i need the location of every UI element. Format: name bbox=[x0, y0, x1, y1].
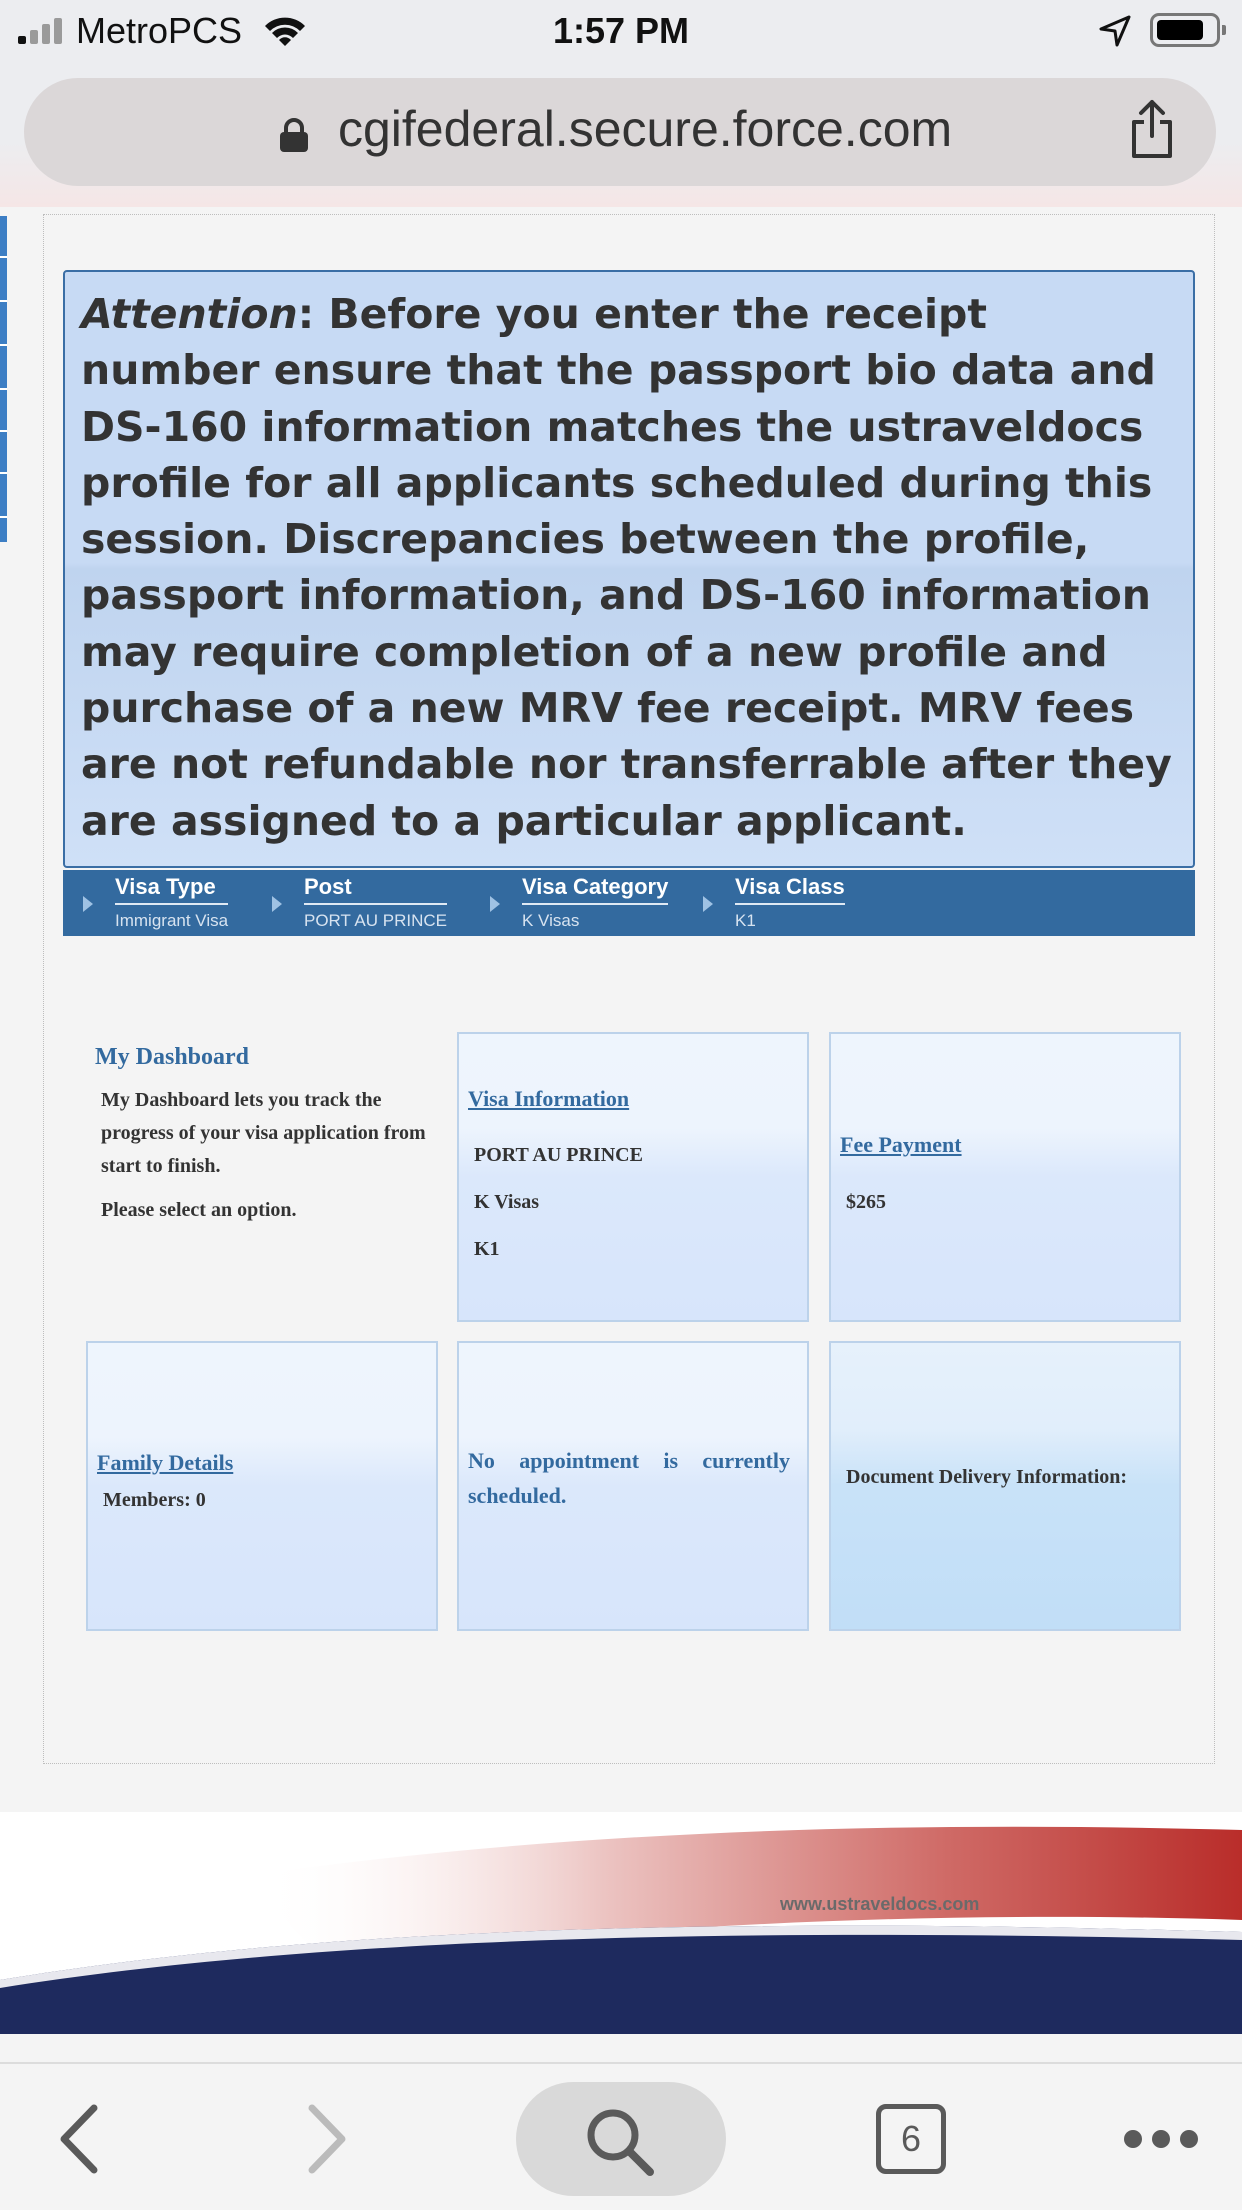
search-button[interactable] bbox=[516, 2082, 726, 2196]
appointment-tile[interactable] bbox=[457, 1341, 809, 1631]
visa-post-value: PORT AU PRINCE bbox=[474, 1144, 643, 1166]
breadcrumb-value: K1 bbox=[735, 911, 756, 930]
family-details-tile[interactable] bbox=[86, 1341, 438, 1631]
breadcrumb-title: Post bbox=[304, 874, 447, 905]
breadcrumb-post[interactable] bbox=[304, 874, 447, 931]
fee-payment-link[interactable]: Fee Payment bbox=[840, 1132, 962, 1157]
breadcrumb-visa-category[interactable] bbox=[522, 874, 668, 931]
breadcrumb-title: Visa Type bbox=[115, 874, 228, 905]
browser-toolbar bbox=[0, 2062, 1242, 2210]
chevron-right-icon bbox=[703, 896, 713, 912]
forward-icon[interactable] bbox=[306, 2104, 350, 2174]
chevron-right-icon bbox=[272, 896, 282, 912]
fee-payment-tile[interactable] bbox=[829, 1032, 1181, 1322]
visa-class-value: K1 bbox=[474, 1238, 500, 1260]
visa-information-tile[interactable] bbox=[457, 1032, 809, 1322]
flag-swoosh-graphic bbox=[0, 1812, 1242, 2034]
family-members-count: Members: 0 bbox=[103, 1489, 206, 1511]
appointment-status[interactable]: No appointment is currently scheduled. bbox=[468, 1448, 790, 1508]
clock: 1:57 PM bbox=[552, 10, 690, 51]
visa-category-value: K Visas bbox=[474, 1191, 540, 1213]
share-icon[interactable] bbox=[1128, 98, 1176, 160]
breadcrumb-visa-class[interactable] bbox=[735, 874, 845, 931]
document-delivery-tile[interactable] bbox=[829, 1341, 1181, 1631]
breadcrumb-value: Immigrant Visa bbox=[115, 911, 229, 930]
breadcrumb-value: PORT AU PRINCE bbox=[304, 911, 447, 930]
dashboard-title: My Dashboard bbox=[95, 1044, 250, 1070]
sidebar-edge[interactable] bbox=[0, 216, 7, 542]
footer-site-link[interactable]: www.ustraveldocs.com bbox=[780, 1894, 980, 1914]
breadcrumb-visa-type[interactable] bbox=[115, 874, 228, 931]
search-icon bbox=[582, 2104, 658, 2180]
lock-icon bbox=[278, 118, 310, 152]
fee-amount: $265 bbox=[846, 1191, 886, 1213]
status-bar bbox=[0, 0, 1242, 62]
dashboard-prompt: Please select an option. bbox=[101, 1199, 297, 1221]
breadcrumb-title: Visa Category bbox=[522, 874, 668, 905]
breadcrumb-value: K Visas bbox=[522, 911, 580, 930]
attention-notice bbox=[63, 270, 1195, 868]
location-arrow-icon bbox=[1098, 14, 1132, 48]
back-icon[interactable] bbox=[56, 2104, 100, 2174]
carrier-name: MetroPCS bbox=[76, 10, 243, 51]
battery-icon bbox=[1150, 13, 1220, 47]
family-details-link[interactable]: Family Details bbox=[97, 1450, 234, 1475]
dashboard-description: My Dashboard lets you track the progress of your visa application from start to finish. bbox=[101, 1089, 426, 1177]
attention-message: : Before you enter the receipt number ensure that the passport bio data and DS-160 information matches the ustraveldocs profile for all applicants scheduled during this session. Discrepancies between the profile, passport information, and DS-160 information may require completion of a new profile and purchase of a new MRV fee receipt. MRV fees are not refundable nor transferrable after they are assigned to a particular applicant. bbox=[81, 290, 1172, 845]
chevron-right-icon bbox=[83, 896, 93, 912]
tabs-button[interactable]: 6 bbox=[876, 2104, 946, 2174]
breadcrumb-title: Visa Class bbox=[735, 874, 845, 905]
document-delivery-label: Document Delivery Information: bbox=[846, 1466, 1128, 1488]
visa-information-link[interactable]: Visa Information bbox=[468, 1086, 630, 1111]
chevron-right-icon bbox=[490, 896, 500, 912]
attention-label: Attention bbox=[81, 290, 298, 338]
footer-banner bbox=[0, 1812, 1242, 2034]
url-text[interactable]: cgifederal.secure.force.com bbox=[338, 101, 953, 157]
breadcrumb bbox=[63, 870, 1195, 936]
